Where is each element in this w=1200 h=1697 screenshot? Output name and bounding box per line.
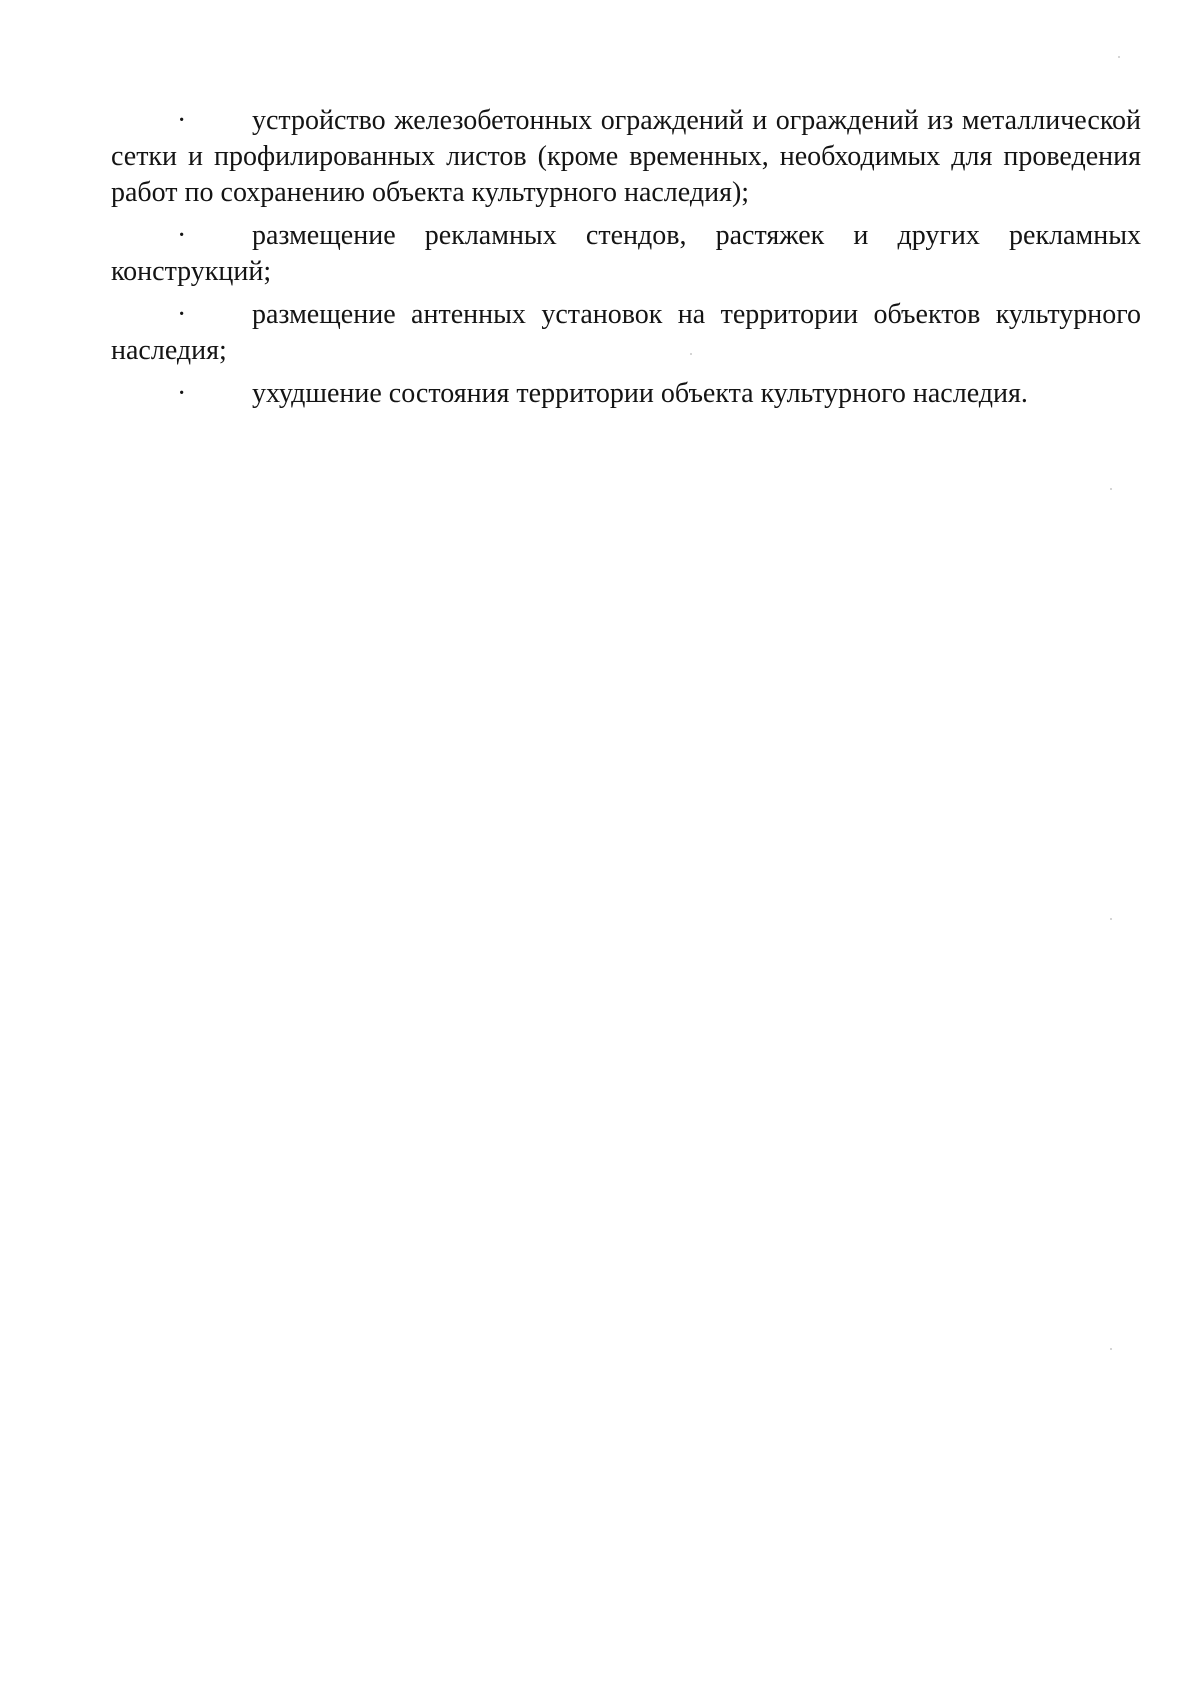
list-item: [111, 103, 1141, 211]
list-item: [111, 376, 1141, 412]
bullet-icon: ·: [177, 105, 187, 136]
list-item-text: ухудшение состояния территории объекта культурного наследия.: [252, 378, 1028, 409]
bullet-icon: ·: [177, 378, 187, 409]
scan-speck: [1110, 918, 1112, 920]
bullet-icon: ·: [177, 220, 187, 251]
scan-speck: [1118, 56, 1120, 58]
scan-speck: [1110, 1348, 1112, 1350]
document-body: [111, 103, 1141, 419]
list-item: [111, 297, 1141, 369]
list-item-text: размещение антенных установок на территории объектов культурного наследия;: [111, 299, 1141, 366]
list-item-text: устройство железобетонных ограждений и ограждений из металлической сетки и профилированных листов (кроме временных, необходимых для проведения работ по сохранению объекта культурного наследия);: [111, 105, 1141, 208]
scan-speck: [1110, 488, 1112, 490]
scan-speck: [690, 353, 692, 355]
list-item-text: размещение рекламных стендов, растяжек и других рекламных конструкций;: [111, 220, 1141, 287]
list-item: [111, 218, 1141, 290]
bullet-icon: ·: [177, 299, 187, 330]
